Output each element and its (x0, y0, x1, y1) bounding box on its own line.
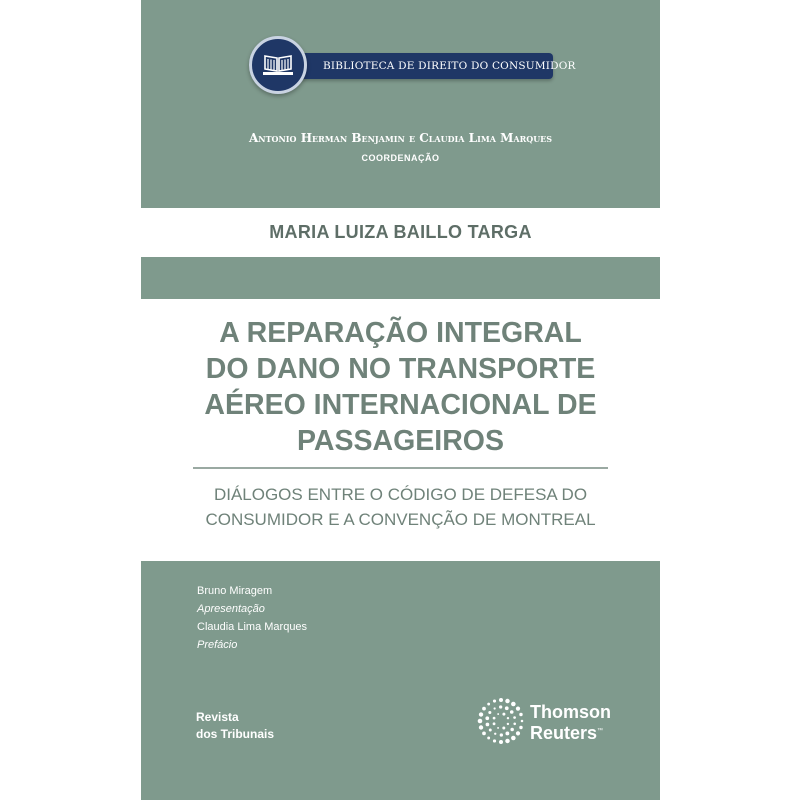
credit-name: Claudia Lima Marques (197, 621, 308, 633)
logo-dot (511, 736, 516, 741)
book-cover (141, 0, 660, 800)
logo-dot (488, 711, 491, 714)
logo-line-2: Reuters™ (530, 723, 604, 743)
logo-dot (499, 740, 503, 744)
book-icon (262, 52, 294, 78)
logo-dot (499, 698, 503, 702)
logo-dot (507, 723, 509, 725)
dotted-circle-icon (476, 696, 526, 746)
top-band (141, 0, 660, 208)
middle-band (141, 257, 660, 299)
logo-wordmark (530, 703, 611, 743)
logo-dot (521, 720, 524, 723)
logo-dot (510, 710, 514, 714)
logo-dot (493, 717, 496, 720)
logo-dot (485, 716, 489, 720)
logo-dot (500, 733, 503, 736)
coordinators-role: COORDENAÇÃO (361, 153, 440, 163)
credits (197, 582, 307, 654)
logo-dot (507, 717, 509, 719)
logo-dot (494, 707, 496, 709)
subtitle-line: DIÁLOGOS ENTRE O CÓDIGO DE DEFESA DO (213, 485, 588, 504)
series-ribbon (277, 53, 576, 79)
logo-dot (494, 733, 496, 735)
logo-dot (493, 699, 496, 702)
logo-dot (505, 732, 509, 736)
subtitle-line: CONSUMIDOR E A CONVENÇÃO DE MONTREAL (205, 510, 596, 529)
series-badge (249, 36, 576, 98)
logo-dot (479, 725, 483, 729)
logo-dot (519, 713, 522, 716)
logo-dot (511, 702, 516, 707)
logo-dot (487, 703, 490, 706)
logo-dot (482, 731, 486, 735)
publisher-line: dos Tribunais (196, 727, 275, 741)
logo-dot (487, 737, 490, 740)
logo-dot (510, 728, 513, 732)
credit-role: Apresentação (197, 603, 265, 615)
title-divider (193, 467, 608, 469)
credit-name: Bruno Miragem (197, 585, 273, 597)
logo-dot (505, 706, 509, 710)
title-line: A REPARAÇÃO INTEGRAL (219, 317, 582, 349)
logo-dot (513, 722, 516, 725)
credit-role: Prefácio (197, 639, 238, 651)
logo-dot (502, 713, 505, 716)
logo-line: Thomson (530, 702, 611, 722)
logo-dot (519, 726, 522, 729)
publisher-imprint (196, 709, 274, 743)
series-emblem (249, 36, 307, 94)
series-label: BIBLIOTECA DE DIREITO DO CONSUMIDOR (323, 60, 576, 72)
logo-dot (516, 731, 520, 735)
logo-dot (499, 705, 502, 708)
logo-dot (482, 707, 486, 711)
logo-dot (493, 722, 496, 725)
logo-dot (502, 726, 505, 729)
book-subtitle (141, 482, 660, 532)
logo-dot (513, 716, 516, 719)
publisher-line: Revista (196, 710, 239, 724)
title-line: AÉREO INTERNACIONAL DE (204, 389, 597, 421)
logo-dot (505, 699, 510, 704)
logo-dot (516, 707, 520, 711)
book-title (141, 315, 660, 459)
trademark-mark: ™ (597, 728, 604, 734)
logo-dot (497, 727, 499, 729)
author-name: MARIA LUIZA BAILLO TARGA (269, 222, 532, 242)
logo-dot (489, 729, 492, 732)
title-line: PASSAGEIROS (297, 425, 504, 457)
logo-dot (486, 723, 490, 727)
logo-dot (479, 712, 483, 716)
logo-dot (478, 719, 483, 724)
logo-dot (505, 739, 510, 744)
logo-dot (497, 713, 499, 715)
logo-dot (493, 739, 496, 742)
coordinators-names: Antonio Herman Benjamin e Claudia Lima Marques (248, 131, 553, 145)
title-line: DO DANO NO TRANSPORTE (205, 353, 596, 385)
thomson-reuters-logo (476, 696, 626, 748)
